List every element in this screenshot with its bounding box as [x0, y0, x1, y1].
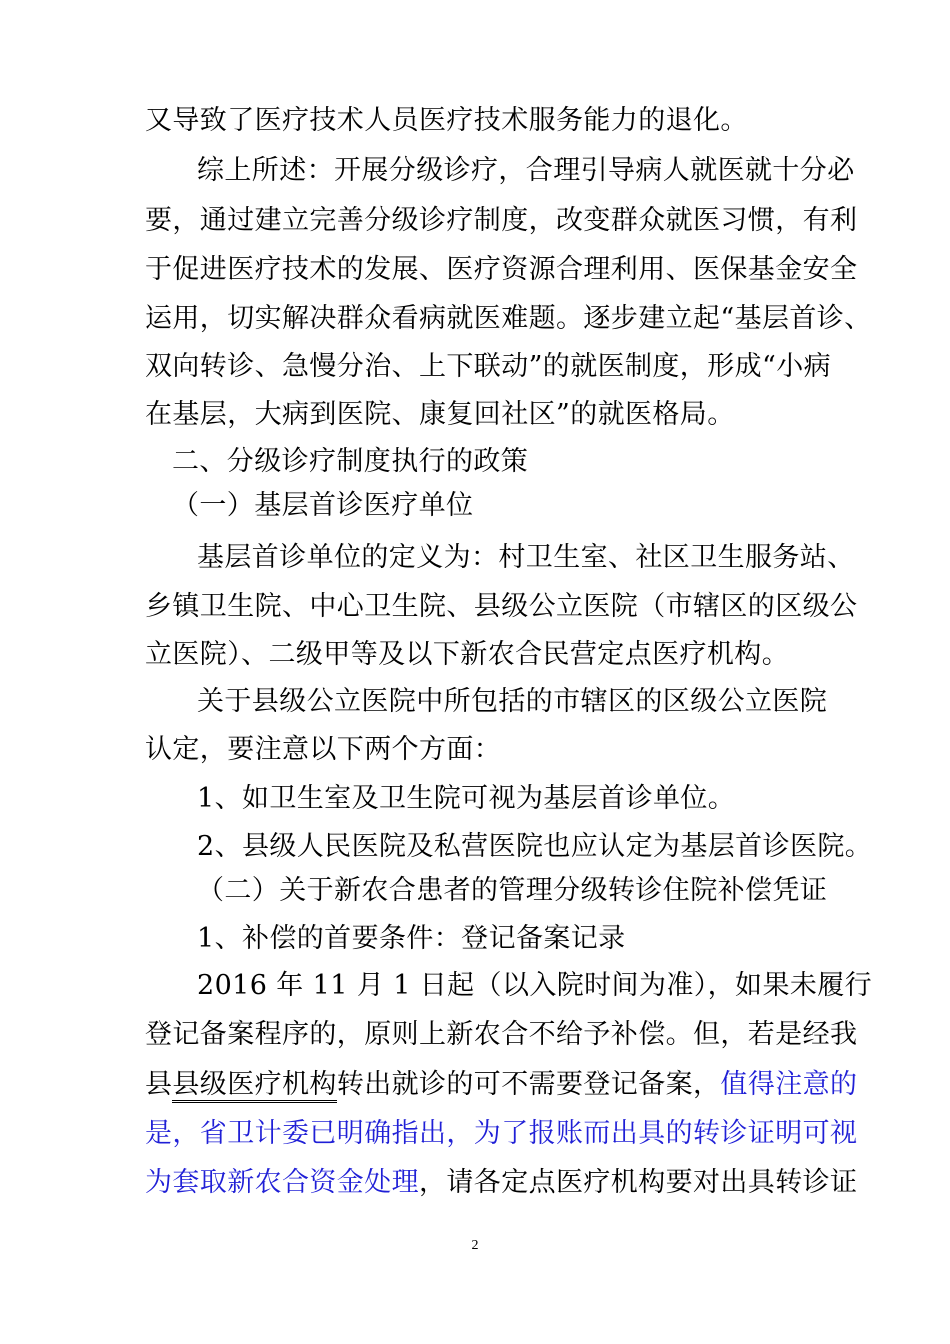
text-line: 于促进医疗技术的发展、医疗资源合理利用、医保基金安全 [145, 254, 858, 285]
text-line: 1、如卫生室及卫生院可视为基层首诊单位。 [197, 783, 736, 814]
text-line: 关于县级公立医院中所包括的市辖区的区级公立医院 [197, 686, 828, 717]
text-line: 认定，要注意以下两个方面： [145, 734, 502, 765]
page-number: 2 [471, 1238, 479, 1253]
text-line: 在基层，大病到医院、康复回社区”的就医格局。 [145, 399, 735, 430]
text-segment: ，请各定点医疗机构要对出具转诊证 [419, 1167, 858, 1198]
text-segment: 转出就诊的可不需要登记备案， [336, 1069, 721, 1100]
text-segment: 县 [145, 1069, 173, 1100]
subsection-heading: （二）关于新农合患者的管理分级转诊住院补偿凭证 [197, 875, 828, 906]
text-line: 要，通过建立完善分级诊疗制度，改变群众就医习惯，有利 [145, 205, 858, 236]
underlined-term: 县级医疗机构 [172, 1069, 336, 1103]
highlighted-text: 值得注意的 [720, 1069, 858, 1100]
subsection-heading: （一）基层首诊医疗单位 [172, 490, 474, 521]
text-line: 又导致了医疗技术人员医疗技术服务能力的退化。 [145, 105, 748, 136]
text-line: 综上所述：开展分级诊疗，合理引导病人就医就十分必 [197, 155, 855, 186]
section-heading: 二、分级诊疗制度执行的政策 [172, 446, 529, 477]
text-line [145, 1068, 857, 1102]
highlighted-text: 为套取新农合资金处理 [145, 1167, 419, 1198]
text-line: 2、县级人民医院及私营医院也应认定为基层首诊医院。 [197, 831, 873, 862]
text-line: 立医院）、二级甲等及以下新农合民营定点医疗机构。 [145, 639, 790, 670]
highlighted-text-line: 是，省卫计委已明确指出，为了报账而出具的转诊证明可视 [145, 1118, 858, 1149]
text-line: 运用，切实解决群众看病就医难题。逐步建立起“基层首诊、 [145, 303, 872, 334]
text-line: 1、补偿的首要条件：登记备案记录 [197, 923, 626, 954]
text-line [145, 1166, 857, 1200]
text-line: 登记备案程序的，原则上新农合不给予补偿。但，若是经我 [145, 1019, 858, 1050]
text-line: 2016 年 11 月 1 日起（以入院时间为准），如果未履行 [197, 970, 873, 1001]
text-line: 双向转诊、急慢分治、上下联动”的就医制度，形成“小病 [145, 351, 832, 382]
text-line: 乡镇卫生院、中心卫生院、县级公立医院（市辖区的区级公 [145, 591, 858, 622]
text-line: 基层首诊单位的定义为：村卫生室、社区卫生服务站、 [197, 542, 855, 573]
